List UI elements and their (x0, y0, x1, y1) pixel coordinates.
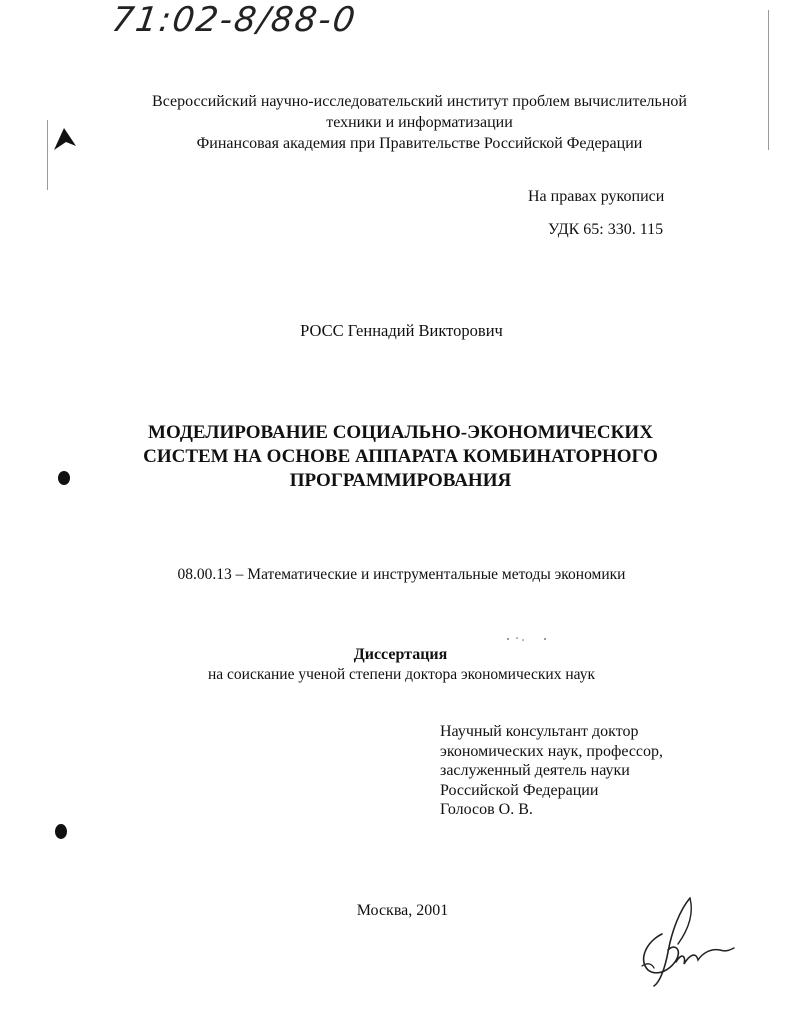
udc-code: УДК 65: 330. 115 (548, 221, 664, 238)
scan-specks (505, 634, 550, 644)
degree-purpose: на соискание ученой степени доктора экономических наук (207, 666, 596, 683)
scan-blot-low (55, 824, 67, 839)
title-line-1: МОДЕЛИРОВАНИЕ СОЦИАЛЬНО-ЭКОНОМИЧЕСКИХ (148, 422, 653, 443)
consultant-line-1: Научный консультант доктор (440, 723, 639, 740)
institution-line-1: Всероссийский научно-исследовательский институт проблем вычислительной (152, 93, 687, 110)
dissertation-label: Диссертация (353, 646, 448, 663)
consultant-block (440, 722, 663, 820)
consultant-name: Голосов О. В. (440, 801, 533, 818)
place-year: Москва, 2001 (356, 902, 449, 919)
archive-code: 71:02-8/88-0 (109, 0, 360, 40)
manuscript-rights: На правах рукописи (528, 188, 665, 205)
title-line-3: ПРОГРАММИРОВАНИЯ (289, 470, 512, 491)
author-name: РОСС Геннадий Викторович (300, 321, 503, 340)
handwritten-signature (628, 890, 738, 990)
specialty-code: 08.00.13 – Математические и инструментальные методы экономики (177, 566, 626, 583)
dissertation-title (2, 421, 797, 493)
title-line-2: СИСТЕМ НА ОСНОВЕ АППАРАТА КОМБИНАТОРНОГО (143, 446, 658, 467)
institution-line-3: Финансовая академия при Правительстве Российской Федерации (196, 135, 643, 152)
institutions-block (21, 91, 797, 154)
consultant-line-2: экономических наук, профессор, (440, 742, 664, 760)
consultant-line-3: заслуженный деятель науки (440, 762, 630, 779)
consultant-line-4: Российской Федерации (440, 781, 599, 799)
institution-line-2: техники и информатизации (326, 114, 513, 131)
